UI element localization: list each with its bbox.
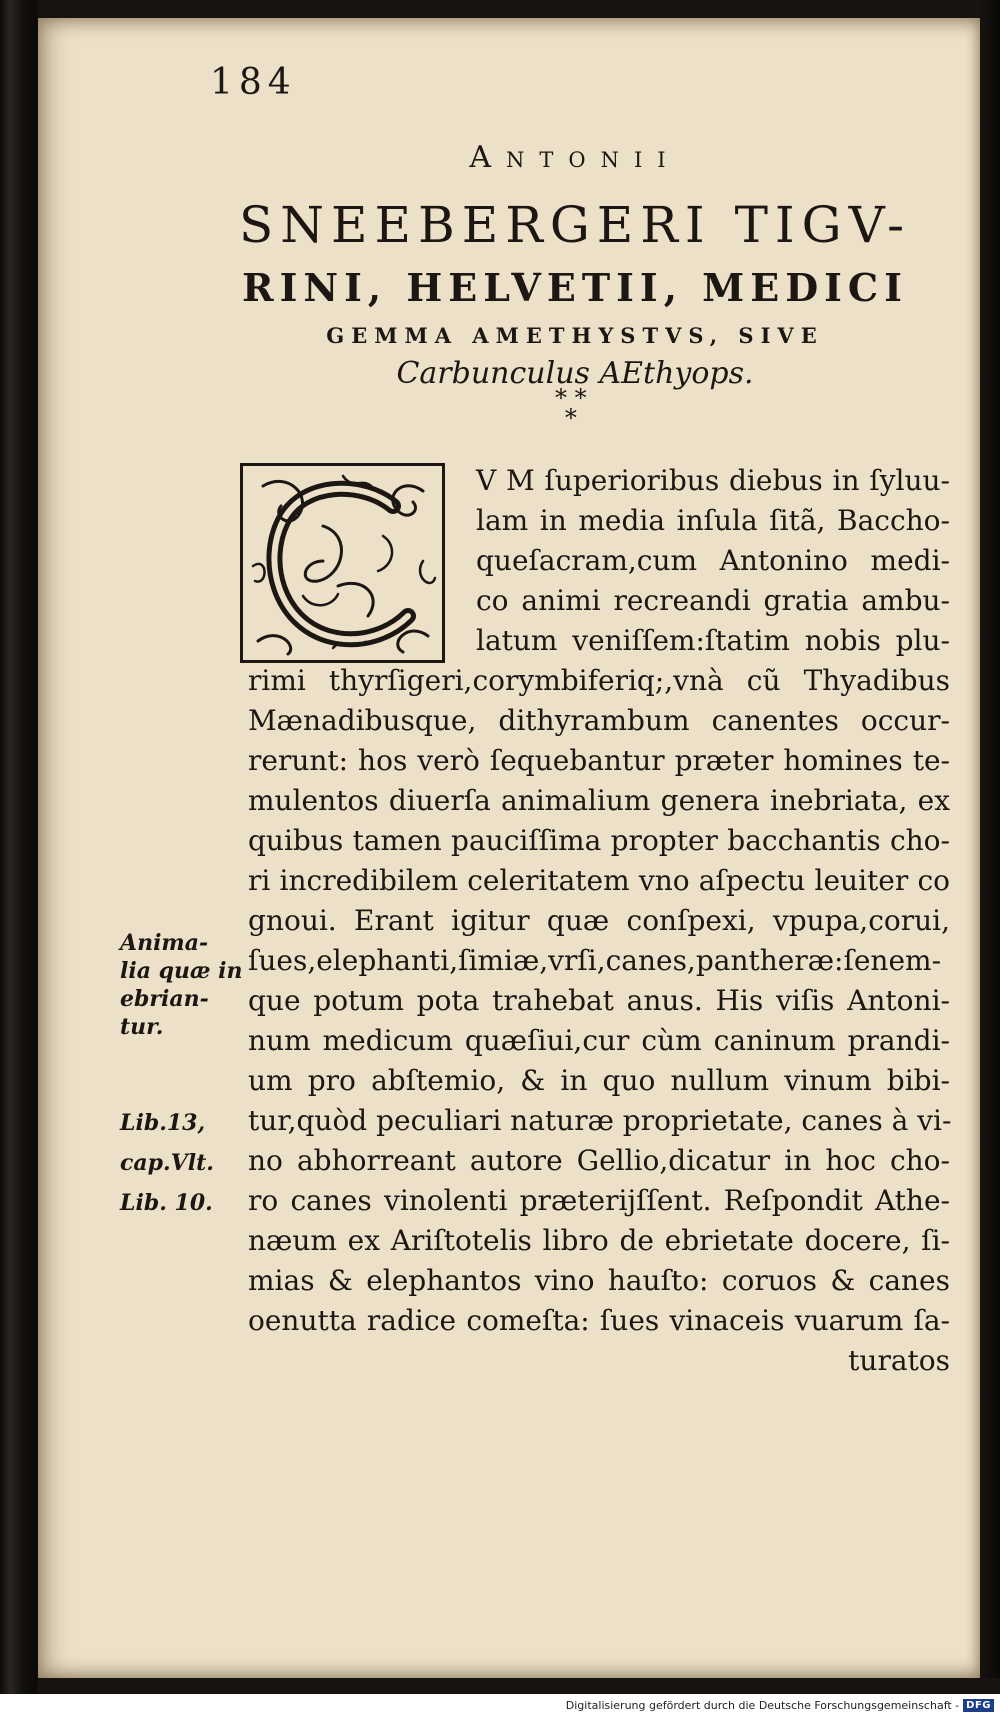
body-line: ſues,elephanti,ſimiæ,vrſi,canes,pantheræ:ſenem-	[248, 944, 942, 977]
body-line: lam in media inſula ſitã, Baccho-	[476, 504, 950, 537]
body-line: no abhorreant autore Gellio,dicatur in hoc cho-	[248, 1144, 950, 1177]
footer-text: Digitalisierung gefördert durch die Deutsche Forschungsgemeinschaft -	[565, 1699, 960, 1712]
body-line: rerunt: hos verò ſequebantur præter homines te-	[248, 744, 950, 777]
digitization-footer	[0, 1694, 1000, 1717]
body-line: um pro abſtemio, & in quo nullum vinum bibi-	[248, 1064, 950, 1097]
body-line: tur,quòd peculiari naturæ proprietate, canes à vi-	[248, 1104, 952, 1137]
asterism-ornament	[555, 384, 587, 432]
catchword: turatos	[848, 1344, 950, 1377]
body-line: que potum pota trahebat anus. His viſis Antoni-	[248, 984, 950, 1017]
margin-note: cap.Vlt.	[120, 1150, 214, 1176]
margin-note: lia quæ in	[120, 958, 243, 984]
body-line: latum veniſſem:ſtatim nobis plu-	[476, 624, 950, 657]
body-line: V M ſuperioribus diebus in ſyluu-	[476, 464, 950, 497]
body-line: quibus tamen pauciſſima propter bacchantis cho-	[248, 824, 950, 857]
page-number: 184	[210, 62, 297, 103]
margin-note: Anima-	[120, 930, 209, 956]
body-line: queſacram,cum Antonino medi-	[476, 544, 950, 577]
heading-title: GEMMA AMETHYSTVS, SIVE	[326, 323, 824, 348]
margin-note: Lib. 10.	[120, 1190, 213, 1216]
body-line: rimi thyrſigeri,corymbiferiq;,vnà cũ Thyadibus	[248, 664, 950, 697]
body-line: Mænadibusque, dithyrambum canentes occur-	[248, 704, 950, 737]
body-line: oenutta radice comeſta: ſues vinaceis vuarum ſa-	[248, 1304, 950, 1337]
asterism-row: * *	[555, 384, 587, 412]
body-line: ro canes vinolenti præterijſſent. Reſpondit Athe-	[248, 1184, 950, 1217]
asterism-row: *	[564, 404, 577, 432]
margin-note: tur.	[120, 1014, 164, 1040]
heading-author-origin: RINI, HELVETII, MEDICI	[242, 265, 908, 310]
heading-author-forename: Antonii	[469, 140, 681, 175]
ornamental-initial-c	[240, 463, 445, 663]
body-line: næum ex Ariſtotelis libro de ebrietate docere, ſi-	[248, 1224, 950, 1257]
body-line: mulentos diuerſa animalium genera inebriata, ex	[248, 784, 950, 817]
margin-note: ebrian-	[120, 986, 209, 1012]
ornament-icon	[243, 466, 442, 660]
heading-author-surname: SNEEBERGERI TIGV-	[238, 196, 912, 254]
body-line: num medicum quæſiui,cur cùm caninum prandi-	[248, 1024, 950, 1057]
body-line: co animi recreandi gratia ambu-	[476, 584, 950, 617]
body-line: gnoui. Erant igitur quæ conſpexi, vpupa,corui,	[248, 904, 950, 937]
heading-subtitle: Carbunculus AEthyops.	[396, 356, 754, 391]
margin-note: Lib.13,	[120, 1110, 206, 1136]
dfg-logo: DFG	[963, 1699, 994, 1712]
body-line: ri incredibilem celeritatem vno aſpectu leuiter co	[248, 864, 950, 897]
body-line: mias & elephantos vino hauſto: coruos & canes	[248, 1264, 950, 1297]
